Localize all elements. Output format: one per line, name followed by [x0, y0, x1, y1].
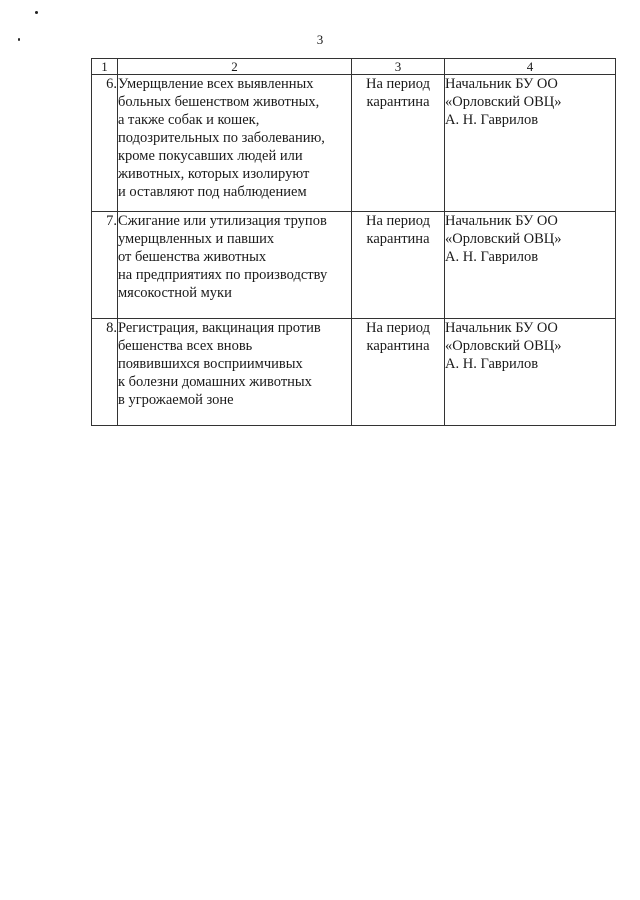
- table-row: [92, 75, 616, 212]
- responsible-line: «Орловский ОВЦ»: [445, 94, 562, 110]
- description-line: бешенства всех вновь: [118, 338, 253, 354]
- period-line: карантина: [366, 94, 430, 110]
- measure-description: [118, 75, 352, 212]
- measure-period: [352, 212, 445, 319]
- description-line: больных бешенством животных,: [118, 94, 320, 110]
- measures-table: [91, 58, 616, 426]
- row-number: 8.: [92, 319, 118, 426]
- responsible-line: Начальник БУ ОО: [445, 76, 558, 92]
- period-line: На период: [366, 76, 430, 92]
- column-header: 1: [92, 59, 118, 75]
- measure-responsible: [445, 75, 616, 212]
- description-line: мясокостной муки: [118, 285, 232, 301]
- responsible-line: А. Н. Гаврилов: [445, 356, 539, 372]
- measure-period: [352, 75, 445, 212]
- measure-period: [352, 319, 445, 426]
- period-line: На период: [366, 213, 430, 229]
- table-row: [92, 319, 616, 426]
- description-line: Сжигание или утилизация трупов: [118, 213, 327, 229]
- period-line: На период: [366, 320, 430, 336]
- table-header-row: [92, 59, 616, 75]
- description-line: кроме покусавших людей или: [118, 148, 303, 164]
- description-line: животных, которых изолируют: [118, 166, 310, 182]
- description-line: и оставляют под наблюдением: [118, 184, 307, 200]
- responsible-line: А. Н. Гаврилов: [445, 249, 539, 265]
- row-number: 7.: [92, 212, 118, 319]
- table-row: [92, 212, 616, 319]
- description-line: к болезни домашних животных: [118, 374, 312, 390]
- measure-responsible: [445, 212, 616, 319]
- responsible-line: Начальник БУ ОО: [445, 320, 558, 336]
- page-number: 3: [316, 32, 324, 47]
- responsible-line: «Орловский ОВЦ»: [445, 338, 562, 354]
- description-line: Регистрация, вакцинация против: [118, 320, 321, 336]
- description-line: а также собак и кошек,: [118, 112, 260, 128]
- measure-description: [118, 319, 352, 426]
- description-line: появившихся восприимчивых: [118, 356, 303, 372]
- responsible-line: А. Н. Гаврилов: [445, 112, 539, 128]
- description-line: от бешенства животных: [118, 249, 267, 265]
- responsible-line: Начальник БУ ОО: [445, 213, 558, 229]
- column-header: 4: [445, 59, 616, 75]
- measure-responsible: [445, 319, 616, 426]
- description-line: в угрожаемой зоне: [118, 392, 234, 408]
- period-line: карантина: [366, 231, 430, 247]
- measure-description: [118, 212, 352, 319]
- description-line: умерщвленных и павших: [118, 231, 275, 247]
- responsible-line: «Орловский ОВЦ»: [445, 231, 562, 247]
- description-line: подозрительных по заболеванию,: [118, 130, 325, 146]
- period-line: карантина: [366, 338, 430, 354]
- column-header: 2: [118, 59, 352, 75]
- description-line: Умерщвление всех выявленных: [118, 76, 314, 92]
- description-line: на предприятиях по производству: [118, 267, 328, 283]
- row-number: 6.: [92, 75, 118, 212]
- scan-speck: [35, 11, 38, 14]
- column-header: 3: [352, 59, 445, 75]
